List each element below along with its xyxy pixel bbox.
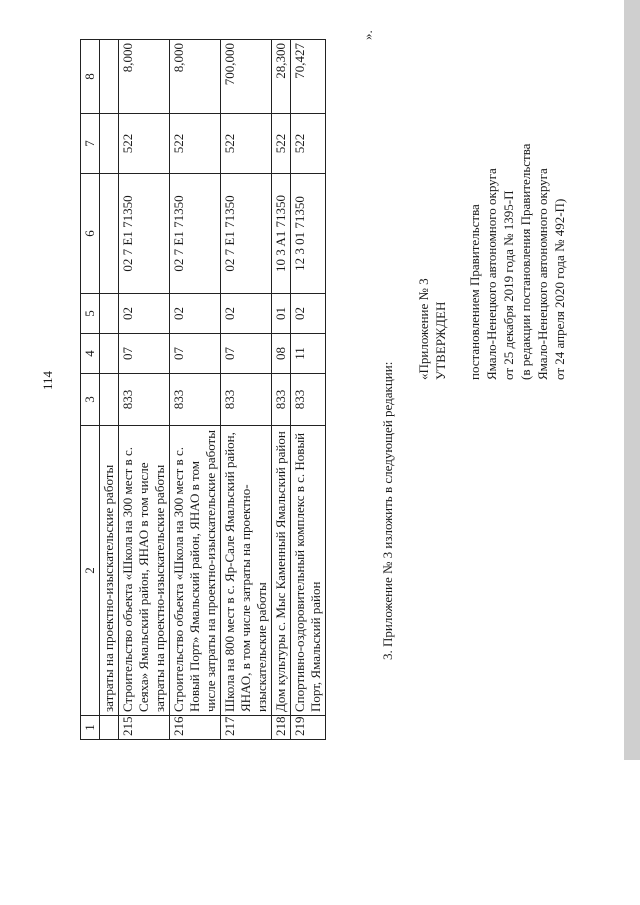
header-cell: 2: [81, 426, 100, 716]
cell-subsection: 01: [272, 294, 291, 334]
approval-block: [415, 144, 568, 380]
table-row: [119, 40, 170, 740]
approval-line: от 25 декабря 2019 года № 1395-П: [501, 190, 516, 380]
header-cell: 3: [81, 374, 100, 426]
cell-section: 08: [272, 334, 291, 374]
table-row: [100, 40, 119, 740]
cell-expense-type: 522: [119, 114, 170, 174]
cell-subsection: [100, 294, 119, 334]
cell-expense-type: 522: [170, 114, 221, 174]
cell-amount: 28,300: [272, 40, 291, 114]
object-name: Дом культуры с. Мыс Каменный Ямальский район: [272, 426, 291, 716]
header-cell: 1: [81, 716, 100, 740]
appendix-title: «Приложение № 3: [416, 278, 431, 380]
approved-label: УТВЕРЖДЕН: [433, 301, 448, 380]
cell-code: 833: [221, 374, 272, 426]
document-page: [30, 0, 640, 760]
row-number: 219: [291, 716, 326, 740]
object-name: Строительство объекта «Школа на 300 мест в с. Новый Порт» Ямальский район, ЯНАО в том числе затраты на проектно-изыскательские работы: [170, 426, 221, 716]
cell-expense-type: 522: [291, 114, 326, 174]
header-cell: 8: [81, 40, 100, 114]
cell-expense-type: 522: [221, 114, 272, 174]
cell-amount: 70,427: [291, 40, 326, 114]
amendment-text: 3. Приложение № 3 изложить в следующей редакции:: [380, 361, 395, 660]
cell-section: 07: [170, 334, 221, 374]
table-row: [221, 40, 272, 740]
table-row: [291, 40, 326, 740]
row-number: [100, 716, 119, 740]
object-name: Школа на 800 мест в с. Яр-Сале Ямальский район, ЯНАО, в том числе затраты на проектно-изыскательские работы: [221, 426, 272, 716]
page-number: 114: [40, 370, 55, 390]
row-number: 216: [170, 716, 221, 740]
approval-line: Ямало-Ненецкого автономного округа: [484, 168, 499, 380]
object-name: Спортивно-оздоровительный комплекс в с. Новый Порт, Ямальский район: [291, 426, 326, 716]
cell-section: 11: [291, 334, 326, 374]
cell-subsection: 02: [170, 294, 221, 334]
cell-amount: 8,000: [170, 40, 221, 114]
table-header-row: [81, 40, 100, 740]
row-number: 218: [272, 716, 291, 740]
cell-subsection: 02: [221, 294, 272, 334]
cell-section: 07: [119, 334, 170, 374]
cell-target: [100, 174, 119, 294]
cell-amount: 700,000: [221, 40, 272, 114]
cell-target: 12 3 01 71350: [291, 174, 326, 294]
cell-target: 10 3 A1 71350: [272, 174, 291, 294]
cell-subsection: 02: [291, 294, 326, 334]
cell-section: [100, 334, 119, 374]
header-cell: 5: [81, 294, 100, 334]
cell-code: 833: [119, 374, 170, 426]
header-cell: 4: [81, 334, 100, 374]
approval-line: (в редакции постановления Правительства: [518, 143, 533, 380]
cell-section: 07: [221, 334, 272, 374]
table-row: [272, 40, 291, 740]
cell-code: [100, 374, 119, 426]
cell-target: 02 7 E1 71350: [221, 174, 272, 294]
approval-line: от 24 апреля 2020 года № 492-П): [552, 198, 567, 380]
approval-line: Ямало-Ненецкого автономного округа: [535, 168, 550, 380]
cell-target: 02 7 E1 71350: [170, 174, 221, 294]
cell-amount: [100, 40, 119, 114]
object-name: затраты на проектно-изыскательские работы: [100, 426, 119, 716]
cell-amount: 8,000: [119, 40, 170, 114]
header-cell: 7: [81, 114, 100, 174]
approval-line: постановлением Правительства: [467, 204, 482, 380]
budget-table: [80, 39, 326, 740]
cell-code: 833: [291, 374, 326, 426]
cell-expense-type: 522: [272, 114, 291, 174]
cell-code: 833: [170, 374, 221, 426]
row-number: 217: [221, 716, 272, 740]
cell-expense-type: [100, 114, 119, 174]
object-name: Строительство объекта «Школа на 300 мест в с. Сеяха» Ямальский район, ЯНАО в том числе затраты на проектно-изыскательские работы: [119, 426, 170, 716]
cell-code: 833: [272, 374, 291, 426]
row-number: 215: [119, 716, 170, 740]
table-row: [170, 40, 221, 740]
closing-quote: ».: [360, 30, 375, 40]
cell-subsection: 02: [119, 294, 170, 334]
header-cell: 6: [81, 174, 100, 294]
cell-target: 02 7 E1 71350: [119, 174, 170, 294]
